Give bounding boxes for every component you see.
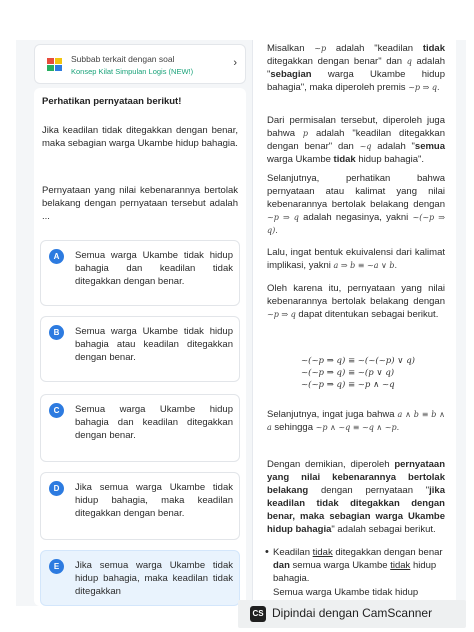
- subchapter-title: Subbab terkait dengan soal: [71, 54, 175, 64]
- chevron-right-icon: ›: [233, 57, 237, 69]
- camscanner-logo-icon: CS: [250, 606, 266, 622]
- math-line-1: ~(~p ⇒ q) ≡ ~(~(~p) ∨ q): [301, 356, 415, 366]
- option-letter: D: [49, 481, 64, 496]
- option-letter: A: [49, 249, 64, 264]
- option-text: Jika semua warga Ukambe tidak hidup bahagia, maka keadilan tidak ditegakkan: [75, 560, 233, 597]
- explanation-paragraph-4: Lalu, ingat bentuk ekuivalensi dari kalimat implikasi, yakni a ⇒ b ≡ ~a ∨ b.: [267, 247, 445, 271]
- scanned-page: [16, 40, 466, 606]
- related-subchapter-card[interactable]: [34, 44, 246, 84]
- question-card: [34, 88, 246, 606]
- question-premise: Jika keadilan tidak ditegakkan dengan benar, maka sebagian warga Ukambe hidup bahagia.: [42, 125, 238, 149]
- explanation-conclusion: Dengan demikian, diperoleh pernyataan yang nilai kebenarannya bertolak belakang dengan pernyataan "jika keadilan tidak ditegakkan dengan benar, maka sebagian warga Ukambe hidup bahagia" adalah sebagai berikut.: [267, 459, 445, 535]
- camscanner-text: Dipindai dengan CamScanner: [272, 606, 433, 620]
- option-text: Jika semua warga Ukambe tidak hidup bahagia, maka keadilan ditegakkan dengan benar.: [75, 482, 233, 519]
- option-letter: C: [49, 403, 64, 418]
- conclusion-bullet-2: • Semua warga Ukambe tidak hidup: [273, 586, 445, 599]
- option-c[interactable]: [40, 394, 240, 462]
- explanation-column: [252, 40, 456, 606]
- explanation-paragraph-6: Selanjutnya, ingat juga bahwa a ∧ b ≡ b ∧ a sehingga ~p ∧ ~q ≡ ~q ∧ ~p.: [267, 409, 446, 433]
- option-text: Semua warga Ukambe tidak hidup bahagia atau keadilan ditegakkan dengan benar.: [75, 326, 233, 363]
- option-text: Semua warga Ukambe tidak hidup bahagia dan keadilan tidak ditegakkan dengan benar.: [75, 250, 233, 287]
- math-line-3: ~(~p ⇒ q) ≡ ~p ∧ ~q: [301, 380, 395, 390]
- conclusion-bullet-1: • Keadilan tidak ditegakkan dengan benar dan semua warga Ukambe tidak hidup bahagia.: [273, 546, 445, 585]
- option-b[interactable]: [40, 316, 240, 382]
- question-column: [34, 40, 248, 606]
- option-e[interactable]: [40, 550, 240, 606]
- puzzle-icon: [47, 58, 63, 72]
- option-a[interactable]: [40, 240, 240, 306]
- question-prompt: Pernyataan yang nilai kebenarannya bertolak belakang dengan pernyataan tersebut adalah ...: [42, 185, 238, 222]
- option-letter: E: [49, 559, 64, 574]
- explanation-paragraph-2: Dari permisalan tersebut, diperoleh juga bahwa p adalah "keadilan ditegakkan dengan benar" dan ~q adalah "semua warga Ukambe tidak hidup bahagia".: [267, 115, 446, 165]
- option-d[interactable]: [40, 472, 240, 540]
- camscanner-watermark: [238, 600, 466, 628]
- option-letter: B: [49, 325, 64, 340]
- explanation-paragraph-1: Misalkan ~p adalah "keadilan tidak ditegakkan dengan benar" dan q adalah "sebagian warga Ukambe hidup bahagia", maka diperoleh premis ~p ⇒ q.: [267, 43, 446, 93]
- option-text: Semua warga Ukambe hidup bahagia dan keadilan ditegakkan dengan benar.: [75, 404, 233, 441]
- subchapter-link[interactable]: Konsep Kilat Simpulan Logis (NEW!): [71, 67, 194, 76]
- math-line-2: ~(~p ⇒ q) ≡ ~(p ∨ q): [301, 368, 395, 378]
- explanation-paragraph-3: Selanjutnya, perhatikan bahwa pernyataan atau kalimat yang nilai kebenarannya bertolak belakang dengan ~p ⇒ q adalah negasinya, yakni ~(~p ⇒ q).: [267, 173, 446, 235]
- question-heading: Perhatikan pernyataan berikut!: [42, 96, 182, 107]
- explanation-paragraph-5: Oleh karena itu, pernyataan yang nilai kebenarannya bertolak belakang dengan ~p ⇒ q dapat ditentukan sebagai berikut.: [267, 283, 445, 320]
